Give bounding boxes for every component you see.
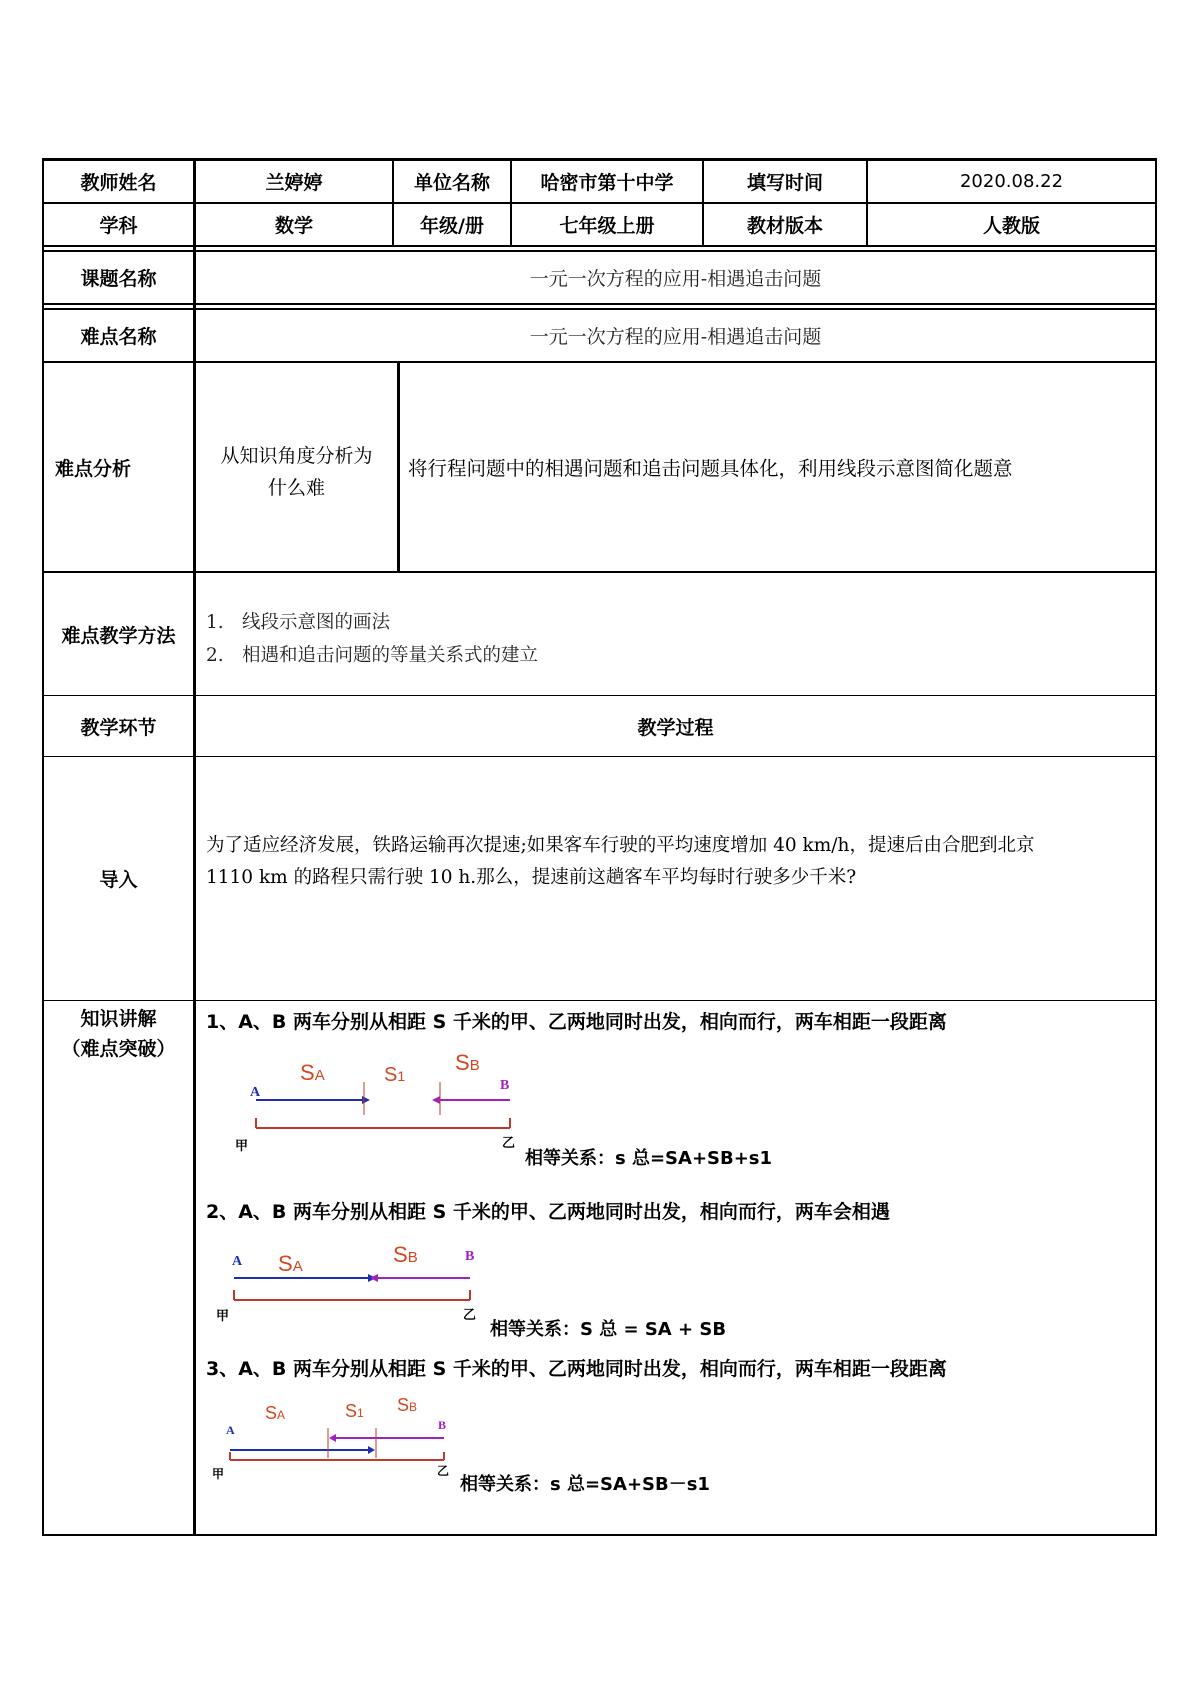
start-place: 甲 <box>216 1309 230 1324</box>
point-b: B <box>438 1418 447 1432</box>
end-place: 乙 <box>502 1136 516 1151</box>
row-divider <box>42 245 1157 247</box>
start-place: 甲 <box>212 1467 225 1481</box>
list-number: 1. <box>206 612 224 633</box>
analysis-sublabel-line2: 什么难 <box>267 477 325 499</box>
list-text: 线段示意图的画法 <box>242 612 391 633</box>
label-sb: SB <box>393 1242 418 1267</box>
case-heading: 3、A、B 两车分别从相距 S 千米的甲、乙两地同时出发，相向而行，两车相距一段距离 <box>206 1358 947 1380</box>
list-text: 相遇和追击问题的等量关系式的建立 <box>242 645 539 666</box>
arrowhead <box>370 1274 378 1282</box>
difficulty-label: 难点名称 <box>80 326 157 348</box>
relation-text: 相等关系：S 总 = SA + SB <box>490 1319 727 1340</box>
point-b: B <box>465 1249 475 1264</box>
process-header-label: 教学过程 <box>637 716 714 739</box>
grade-label: 年级/册 <box>420 215 484 237</box>
end-place: 乙 <box>437 1464 450 1478</box>
arrowhead <box>368 1274 376 1282</box>
unit-name-value: 哈密市第十中学 <box>540 172 674 194</box>
textbook-value: 人教版 <box>982 215 1040 237</box>
fill-time-value: 2020.08.22 <box>959 171 1064 192</box>
stage-header-label: 教学环节 <box>80 716 157 739</box>
label-sa: SA <box>300 1060 325 1085</box>
teacher-name-value: 兰婷婷 <box>265 172 323 194</box>
label-sb: SB <box>397 1395 418 1415</box>
arrowhead <box>368 1446 375 1454</box>
relation-text: 相等关系：s 总=SA+SB－s1 <box>460 1474 710 1495</box>
knowledge-label-line2: （难点突破） <box>61 1038 176 1060</box>
topic-value: 一元一次方程的应用-相遇追击问题 <box>529 268 822 290</box>
point-b: B <box>500 1078 510 1093</box>
list-item <box>206 639 538 672</box>
arrowhead <box>362 1096 370 1104</box>
row-divider <box>42 571 1157 573</box>
knowledge-label-line1: 知识讲解 <box>80 1008 157 1030</box>
label-sa: SA <box>265 1403 286 1423</box>
label-s1: S1 <box>345 1401 364 1421</box>
label-sb: SB <box>455 1050 480 1075</box>
col-divider <box>193 158 196 1536</box>
subject-label: 学科 <box>99 215 138 237</box>
point-a: A <box>226 1423 235 1437</box>
intro-label: 导入 <box>99 869 138 891</box>
row-divider <box>42 303 1157 305</box>
difficulty-value: 一元一次方程的应用-相遇追击问题 <box>529 326 822 348</box>
relation-text: 相等关系：s 总=SA+SB+s1 <box>525 1148 773 1169</box>
arrowhead <box>329 1434 336 1442</box>
list-number: 2. <box>206 645 224 666</box>
fill-time-label: 填写时间 <box>746 172 823 194</box>
analysis-text: 将行程问题中的相遇问题和追击问题具体化，利用线段示意图简化题意 <box>408 457 1013 480</box>
case-heading: 1、A、B 两车分别从相距 S 千米的甲、乙两地同时出发，相向而行，两车相距一段距离 <box>206 1011 947 1033</box>
start-place: 甲 <box>235 1139 249 1154</box>
method-list <box>206 606 538 672</box>
grade-value: 七年级上册 <box>559 215 655 237</box>
topic-label: 课题名称 <box>80 268 157 290</box>
unit-name-label: 单位名称 <box>413 172 490 194</box>
col-divider <box>397 361 400 572</box>
textbook-label: 教材版本 <box>746 215 823 237</box>
row-divider <box>42 756 1157 757</box>
subject-value: 数学 <box>274 215 313 237</box>
label-sa: SA <box>278 1251 303 1276</box>
list-item <box>206 606 538 639</box>
point-a: A <box>232 1254 243 1269</box>
analysis-sublabel-line1: 从知识角度分析为 <box>220 445 373 467</box>
arrowhead <box>432 1096 440 1104</box>
table-border-bottom <box>42 1534 1157 1536</box>
intro-line: 1110 km 的路程只需行驶 10 h.那么，提速前这趟客车平均每时行驶多少千米? <box>206 867 857 888</box>
intro-text <box>206 830 1151 894</box>
analysis-label: 难点分析 <box>55 457 132 480</box>
intro-line: 为了适应经济发展，铁路运输再次提速;如果客车行驶的平均速度增加 40 km/h，提速后由合肥到北京 <box>206 835 1035 856</box>
label-s1: S1 <box>384 1064 406 1086</box>
row-divider <box>42 1000 1157 1001</box>
case-heading: 2、A、B 两车分别从相距 S 千米的甲、乙两地同时出发，相向而行，两车会相遇 <box>206 1201 890 1223</box>
knowledge-label <box>44 1004 193 1064</box>
point-a: A <box>250 1085 261 1100</box>
end-place: 乙 <box>463 1308 477 1323</box>
teacher-name-label: 教师姓名 <box>80 172 157 194</box>
method-label: 难点教学方法 <box>61 624 176 647</box>
analysis-sublabel <box>196 440 397 504</box>
table-border-right <box>1155 158 1157 1536</box>
